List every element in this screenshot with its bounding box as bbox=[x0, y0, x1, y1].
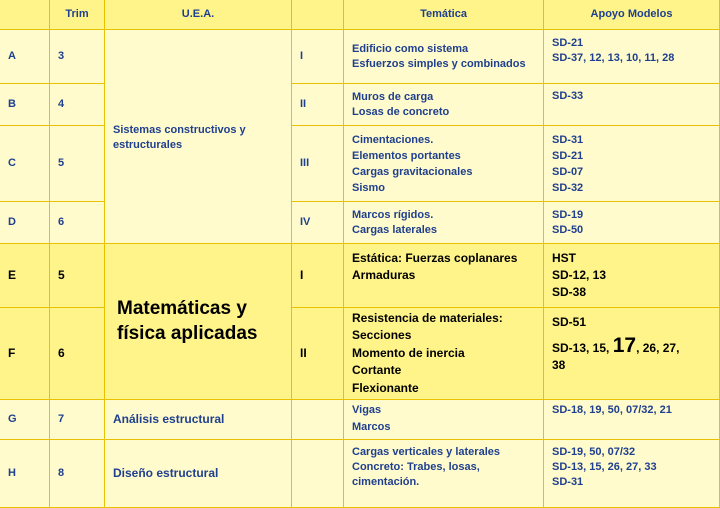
row-letter: B bbox=[0, 84, 50, 126]
row-roman: III bbox=[292, 126, 344, 202]
apoyo-item: SD-19 bbox=[552, 208, 584, 221]
row-letter: D bbox=[0, 202, 50, 244]
header-tematica: Temática bbox=[344, 0, 544, 30]
roman-text: I bbox=[300, 268, 304, 282]
row-tematica bbox=[344, 440, 544, 508]
tematica-item: Losas de concreto bbox=[352, 105, 450, 118]
header-uea: U.E.A. bbox=[105, 0, 292, 30]
row-apoyo bbox=[544, 202, 720, 244]
tematica-item: Flexionante bbox=[352, 380, 419, 395]
row-apoyo bbox=[544, 244, 720, 308]
row-trim: 6 bbox=[50, 202, 105, 244]
apoyo-item: SD-18, 19, 50, 07/32, 21 bbox=[552, 404, 672, 416]
tematica-item: Estática: Fuerzas coplanares bbox=[352, 251, 518, 265]
apoyo-item: SD-19, 50, 07/32 bbox=[552, 446, 636, 458]
row-letter: G bbox=[0, 400, 50, 440]
apoyo-text: SD-13, 15, bbox=[552, 341, 613, 355]
row-apoyo bbox=[544, 440, 720, 508]
row-roman bbox=[292, 244, 344, 308]
row-apoyo bbox=[544, 84, 720, 126]
uea-sistemas-label: Sistemas constructivos y estructurales bbox=[113, 124, 246, 151]
apoyo-item: 38 bbox=[552, 358, 566, 372]
row-trim bbox=[50, 244, 105, 308]
tematica-item: Esfuerzos simples y combinados bbox=[352, 57, 526, 70]
tematica-item: Elementos portantes bbox=[352, 149, 461, 162]
uea-matematicas-label: Matemáticas y física aplicadas bbox=[117, 298, 258, 344]
apoyo-item: SD-07 bbox=[552, 165, 584, 178]
apoyo-item: SD-37, 12, 13, 10, 11, 28 bbox=[552, 52, 675, 64]
row-letter: H bbox=[0, 440, 50, 508]
row-apoyo bbox=[544, 308, 720, 400]
apoyo-item: SD-21 bbox=[552, 149, 584, 162]
apoyo-item: SD-12, 13 bbox=[552, 268, 607, 282]
row-tematica bbox=[344, 30, 544, 84]
row-roman-empty bbox=[292, 400, 344, 440]
apoyo-item: SD-38 bbox=[552, 285, 587, 299]
apoyo-text: , 26, 27, bbox=[636, 341, 680, 355]
row-tematica bbox=[344, 244, 544, 308]
row-trim: 5 bbox=[50, 126, 105, 202]
row-uea: Diseño estructural bbox=[105, 440, 292, 508]
uea-matematicas bbox=[105, 244, 292, 400]
row-trim: 3 bbox=[50, 30, 105, 84]
trim-text: 6 bbox=[58, 346, 65, 360]
row-roman: II bbox=[292, 84, 344, 126]
tematica-item: Vigas bbox=[352, 404, 382, 416]
row-tematica bbox=[344, 84, 544, 126]
row-roman: IV bbox=[292, 202, 344, 244]
tematica-item: Momento de inercia bbox=[352, 345, 465, 360]
apoyo-item: HST bbox=[552, 251, 576, 265]
row-roman: I bbox=[292, 30, 344, 84]
tematica-item: Cargas gravitacionales bbox=[352, 165, 473, 178]
row-letter bbox=[0, 244, 50, 308]
row-letter: A bbox=[0, 30, 50, 84]
apoyo-item: SD-32 bbox=[552, 181, 584, 194]
tematica-item: Armaduras bbox=[352, 268, 416, 282]
roman-text: II bbox=[300, 346, 307, 360]
tematica-item: Muros de carga bbox=[352, 90, 434, 103]
apoyo-item: SD-51 bbox=[552, 315, 587, 329]
apoyo-item: SD-31 bbox=[552, 476, 584, 488]
tematica-item: Secciones bbox=[352, 328, 412, 343]
tematica-item: Marcos rígidos. bbox=[352, 208, 434, 221]
row-roman-empty bbox=[292, 440, 344, 508]
row-apoyo bbox=[544, 30, 720, 84]
row-tematica bbox=[344, 126, 544, 202]
row-roman bbox=[292, 308, 344, 400]
apoyo-item: SD-31 bbox=[552, 133, 584, 146]
header-roman bbox=[292, 0, 344, 30]
tematica-item: Resistencia de materiales: bbox=[352, 310, 503, 325]
header-trim: Trim bbox=[50, 0, 105, 30]
row-apoyo bbox=[544, 400, 720, 440]
letter-text: F bbox=[8, 346, 16, 360]
row-uea: Análisis estructural bbox=[105, 400, 292, 440]
letter-text: E bbox=[8, 268, 17, 282]
tematica-item: Cargas verticales y laterales bbox=[352, 446, 500, 458]
uea-sistemas bbox=[105, 30, 292, 244]
tematica-item: Cimentaciones. bbox=[352, 133, 434, 146]
row-tematica bbox=[344, 202, 544, 244]
tematica-item: Edificio como sistema bbox=[352, 42, 469, 55]
row-trim: 8 bbox=[50, 440, 105, 508]
tematica-item: Concreto: Trabes, losas, cimentación. bbox=[352, 461, 480, 488]
row-trim: 7 bbox=[50, 400, 105, 440]
row-letter bbox=[0, 308, 50, 400]
trim-text: 5 bbox=[58, 268, 65, 282]
apoyo-item-mixed bbox=[552, 334, 719, 357]
apoyo-item: SD-50 bbox=[552, 223, 584, 236]
apoyo-item: SD-33 bbox=[552, 90, 584, 102]
row-trim bbox=[50, 308, 105, 400]
apoyo-highlight-number: 17 bbox=[612, 334, 637, 357]
tematica-item: Sismo bbox=[352, 181, 386, 194]
header-blank bbox=[0, 0, 50, 30]
header-apoyo: Apoyo Modelos bbox=[544, 0, 720, 30]
tematica-item: Cortante bbox=[352, 363, 402, 378]
row-tematica bbox=[344, 308, 544, 400]
tematica-item: Cargas laterales bbox=[352, 223, 437, 236]
row-tematica bbox=[344, 400, 544, 440]
apoyo-item: SD-21 bbox=[552, 37, 584, 49]
row-apoyo bbox=[544, 126, 720, 202]
tematica-item: Marcos bbox=[352, 421, 391, 433]
row-trim: 4 bbox=[50, 84, 105, 126]
apoyo-item: SD-13, 15, 26, 27, 33 bbox=[552, 461, 657, 473]
row-letter: C bbox=[0, 126, 50, 202]
